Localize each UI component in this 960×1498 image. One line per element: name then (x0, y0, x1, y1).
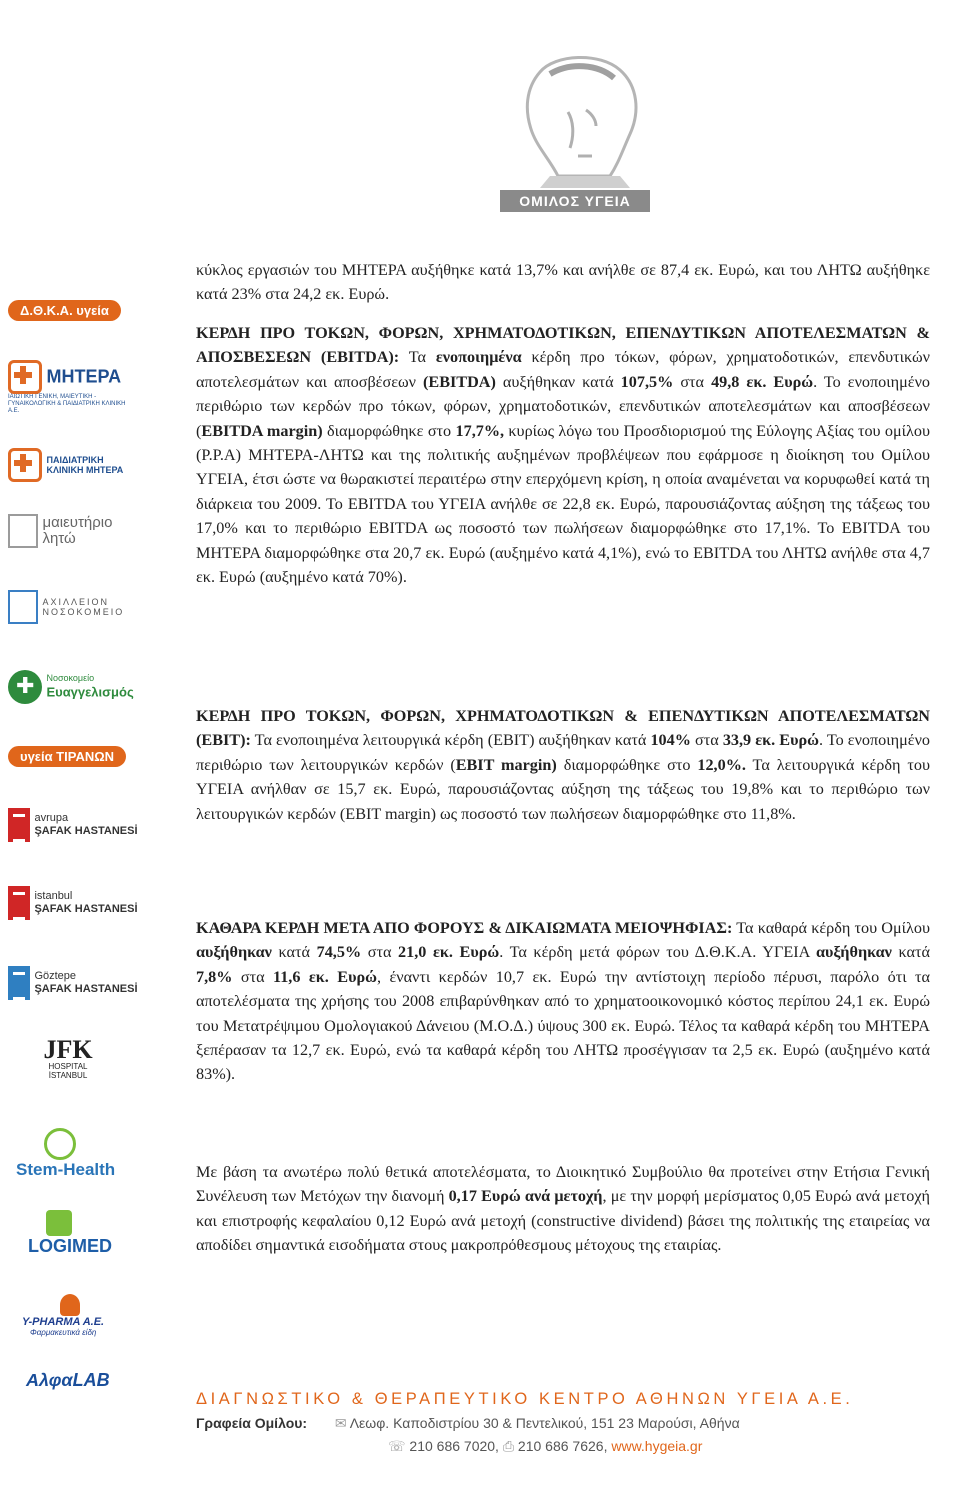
logo-dtka: Δ.Θ.Κ.Α. υγεία (8, 300, 138, 321)
paragraph-dividend: Με βάση τα ανωτέρω πολύ θετικά αποτελέσματα, το Διοικητικό Συμβούλιο θα προτείνει στην Ετήσια Γενική Συνέλευση των Μετόχων την διανομή 0,17 Ευρώ ανά μετοχή, με την μορφή μερίσματος 0,05 Ευρώ ανά μετοχή και επιστροφής κεφαλαίου 0,12 Ευρώ ανά μετοχή (constructive dividend) βάσει της πολιτικής της εταιρείας να αποδίδει σημαντικά εισοδήματα στους μακροπρόθεσμους μέτοχους της εταιρίας. (196, 1163, 930, 1255)
website-link[interactable]: www.hygeia.gr (611, 1438, 703, 1454)
achilleio-mark-icon (8, 590, 38, 624)
letterhead-footer (196, 1390, 960, 1455)
paragraph-ebit: ΚΕΡΔΗ ΠΡΟ ΤΟΚΩΝ, ΦΟΡΩΝ, ΧΡΗΜΑΤΟΔΟΤΙΚΩΝ & ΕΠΕΝΔΥΤΙΚΩΝ ΑΠΟΤΕΛΕΣΜΑΤΩΝ (EBIT): Τα ενοποιημένα λειτουργικά κέρδη (EBIT) αυξήθηκαν κατά 104% στα 33,9 εκ. Ευρώ. Το ενοποιημένο περιθώριο των λειτουργικών κερδών (EBIT margin) διαμορφώθηκε στο 12,0%. Τα λειτουργικά κέρδη του ΥΓΕΙΑ ανήλθαν σε 15,7 εκ. Ευρώ, παρουσιάζοντας αύξηση της τάξεως του 19,8% και το περιθώριο των λειτουργικών κερδών (EBIT margin) ως ποσοστό των πωλήσεων διαμορφώθηκε στο 11,8%. (196, 707, 930, 823)
green-cross-icon (8, 670, 42, 704)
phone-icon: ☏ (388, 1438, 406, 1454)
logo-mitera: ΜΗΤΕΡΑ ΙΑΙΩΤΙΚΗ ΓΕΝΙΚΗ, ΜΑΙΕΥΤΙΚΗ - ΓΥΝΑΙΚΟΛΟΓΙΚΗ & ΠΑΙΔΙΑΤΡΙΚΗ ΚΛΙΝΙΚΗ Α.Ε. (8, 360, 138, 415)
fax-icon: ⎙ (502, 1438, 515, 1454)
logo-logimed: LOGIMED (28, 1210, 158, 1257)
logo-alfalab: ΑλφαLAB (26, 1370, 110, 1390)
flame-icon (60, 1294, 80, 1316)
logo-avrupa: avrupa ŞAFAK HASTANESİ (8, 808, 138, 842)
logo-achilleio: ΑΧΙΛΛΕΙΟΝ ΝΟΣΟΚΟΜΕΙΟ (8, 590, 138, 624)
cross-icon (8, 448, 42, 482)
affiliates-sidebar (0, 290, 150, 1410)
logo-paidiatriki: ΠΑΙΔΙΑΤΡΙΚΗ ΚΛΙΝΙΚΗ ΜΗΤΕΡΑ (8, 448, 138, 482)
logo-tirana: υγεία ΤΙΡΑΝΩΝ (8, 746, 138, 767)
paragraph-ebitda: ΚΕΡΔΗ ΠΡΟ ΤΟΚΩΝ, ΦΟΡΩΝ, ΧΡΗΜΑΤΟΔΟΤΙΚΩΝ, ΕΠΕΝΔΥΤΙΚΩΝ ΑΠΟΤΕΛΕΣΜΑΤΩΝ & ΑΠΟΣΒΕΣΕΩΝ (EBITDA): Τα ενοποιημένα κέρδη προ τόκων, φόρων, χρηματοδοτικών, επενδυτικών αποτελεσμάτων και αποσβέσεων (EBITDA) αυξήθηκαν κατά 107,5% στα 49,8 εκ. Ευρώ. Το ενοποιημένο περιθώριο των κερδών προ τόκων, φόρων, χρηματοδοτικών, επενδυτικών αποτελεσμάτων και αποσβέσεων (EBITDA margin) διαμορφώθηκε στο 17,7%, κυρίως λόγω του Προσδιορισμού της Εύλογης Αξίας του ομίλου (Ρ.Ρ.Α) ΜΗΤΕΡΑ-ΛΗΤΩ και της πολιτικής αυξημένων προβλέψεων που εφάρμοσε η διοίκηση του Ομίλου ΥΓΕΙΑ, έτσι ώστε να θωρακιστεί περαιτέρω στην επερχόμενη κρίση, η οποία αναμένεται να κορυφωθεί κατά τη διάρκεια του 2009. Το EBITDA του ΥΓΕΙΑ ανήλθε σε 22,8 εκ. Ευρώ, παρουσιάζοντας αύξηση της τάξεως του 17,0% και το περιθώριο EBITDA ως ποσοστό των πωλήσεων διαμορφώθηκε στο 17,1%. Το EBITDA του ΜΗΤΕΡΑ διαμορφώθηκε στα 20,7 εκ. Ευρώ (αυξημένο κατά 4,1%), ενώ το EBITDA του ΛΗΤΩ ανήλθε στα 4,7 εκ. Ευρώ (αυξημένο κατά 70%). (196, 324, 930, 587)
address-line: Γραφεία Ομίλου: ✉ Λεωφ. Καποδιστρίου 30 & Πεντελικού, 151 23 Μαρούσι, Αθήνα (196, 1415, 740, 1431)
logimed-mark-icon (46, 1210, 72, 1236)
safak-mark-icon (8, 808, 30, 842)
paragraph-net-profit: ΚΑΘΑΡΑ ΚΕΡΔΗ ΜΕΤΑ ΑΠΟ ΦΟΡΟΥΣ & ΔΙΚΑΙΩΜΑΤΑ ΜΕΙΟΨΗΦΙΑΣ: Τα καθαρά κέρδη του Ομίλου αυξήθηκαν κατά 74,5% στα 21,0 εκ. Ευρώ. Τα κέρδη μετά φόρων του Δ.Θ.Κ.Α. ΥΓΕΙΑ αυξήθηκαν κατά 7,8% στα 11,6 εκ. Ευρώ, έναντι κερδών 10,7 εκ. Ευρώ την αντίστοιχη περίοδο πέρυσι, παρόλο ότι τα αποτελέσματα της χρήσης του 2008 επιβαρύνθηκαν από το χρηματοοικονομικό κόστος περίπου 24,1 εκ. Ευρώ του Μετατρέψιμου Ομολογιακού Δάνειου (Μ.Ο.Δ.) ύψους 300 εκ. Ευρώ. Τέλος τα καθαρά κέρδη του ΜΗΤΕΡΑ ξεπέρασαν τα 12,7 εκ. Ευρώ, ενώ τα καθαρά κέρδη του ΛΗΤΩ προσέγγισαν τα 2,5 εκ. Ευρώ (αυξημένο κατά 83%). (196, 919, 931, 1084)
cross-icon (8, 360, 42, 394)
envelope-icon: ✉ (334, 1415, 347, 1431)
company-name: ΔΙΑΓΝΩΣΤΙΚΟ & ΘΕΡΑΠΕΥΤΙΚΟ ΚΕΝΤΡΟ ΑΘΗΝΩΝ ΥΓΕΙΑ Α.Ε. (196, 1390, 854, 1408)
leto-mark-icon (8, 514, 38, 548)
safak-mark-icon (8, 886, 30, 920)
logo-evangelismos: ✚ Νοσοκομείο Ευαγγελισμός (8, 670, 138, 704)
contact-line: ☏ 210 686 7020, ⎙ 210 686 7626, www.hygeia.gr (388, 1438, 703, 1454)
logo-ypharma: Y-PHARMA A.E. Φαρμακευτικά είδη (22, 1294, 152, 1337)
logo-stem-health: Stem-Health (16, 1128, 146, 1180)
logo-jfk: JFK HOSPITAL İSTANBUL (43, 1035, 93, 1080)
stem-leaf-icon (44, 1128, 76, 1160)
statue-head-icon (480, 52, 670, 192)
paragraph-revenue: κύκλος εργασιών του ΜΗΤΕΡΑ αυξήθηκε κατά 13,7% και ανήλθε σε 87,4 εκ. Ευρώ, και του ΛΗΤΩ αυξήθηκε κατά 23% στα 24,2 εκ. Ευρώ. (196, 261, 930, 304)
logo-istanbul: istanbul ŞAFAK HASTANESİ (8, 886, 138, 920)
group-brand: ΟΜΙΛΟΣ ΥΓΕΙΑ (500, 190, 650, 212)
group-logo (480, 52, 670, 212)
safak-mark-icon (8, 966, 30, 1000)
logo-goztepe: Göztepe ŞAFAK HASTANESİ (8, 966, 138, 1000)
logo-leto: μαιευτήριο λητώ (8, 514, 138, 548)
